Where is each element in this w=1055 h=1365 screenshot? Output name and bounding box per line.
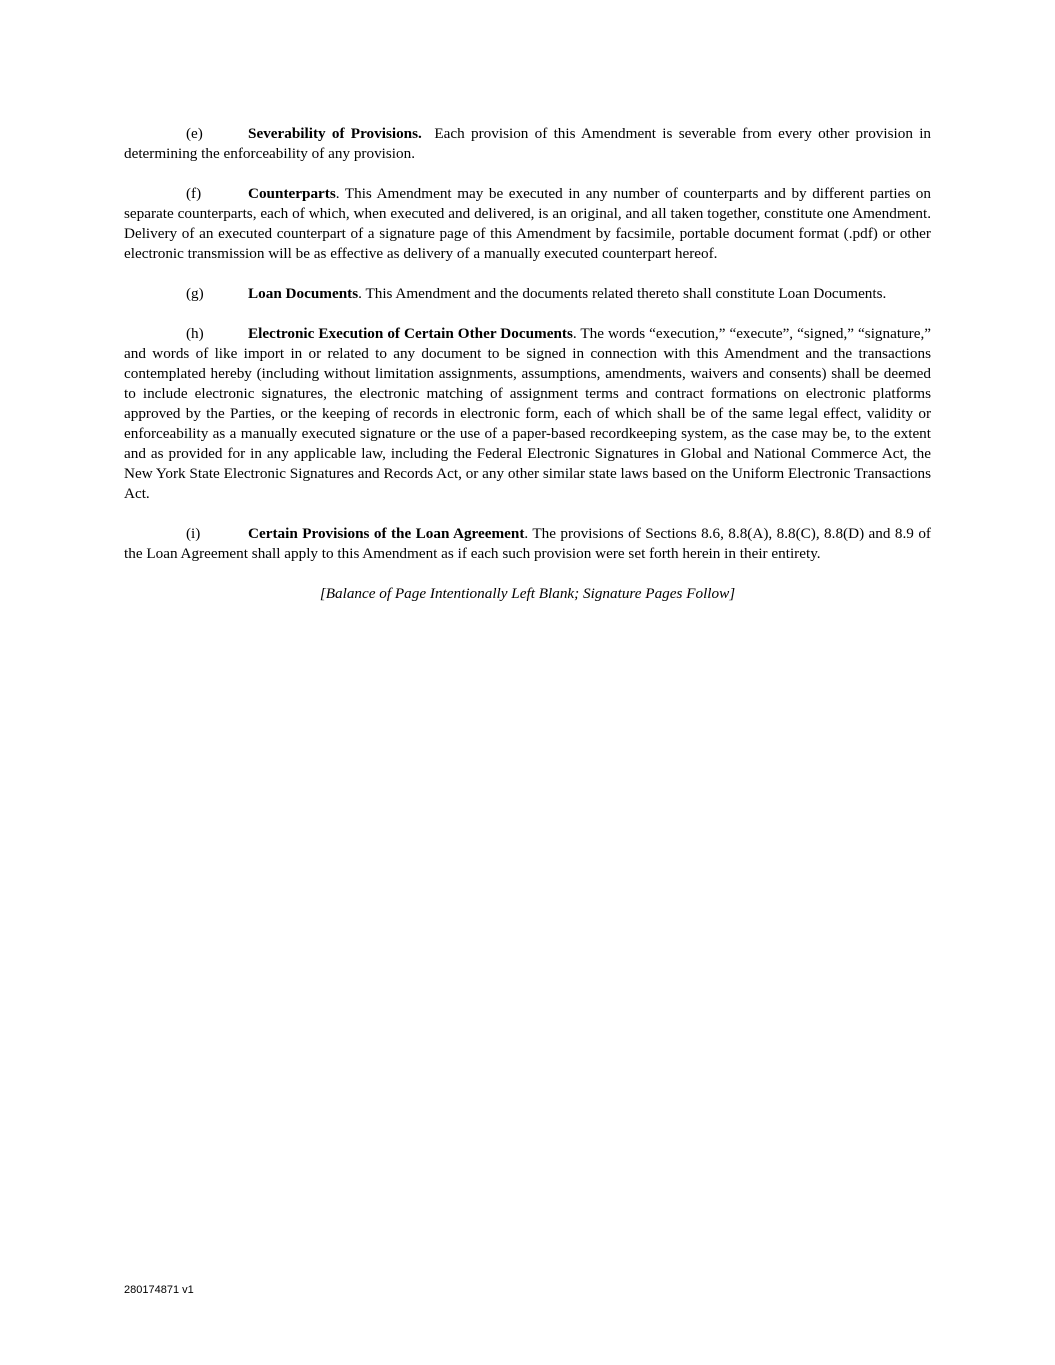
section-body: . This Amendment may be executed in any number of counterparts and by different parties on separate counterparts, each of which, when executed and delivered, is an original, and all taken together, constitute one Amendment. Delivery of an executed counterpart of a signature page of this Amendment by facsimile, portable document format (.pdf) or other electronic transmission will be as effective as delivery of a manually executed counterpart hereof.: [124, 185, 931, 262]
section-body: . This Amendment and the documents related thereto shall constitute Loan Documents.: [358, 285, 887, 302]
section-heading: Counterparts: [248, 185, 336, 202]
section-heading: Certain Provisions of the Loan Agreement: [248, 525, 525, 542]
section-marker: (h): [186, 325, 204, 342]
section-i: [124, 524, 931, 564]
document-id-footer: 280174871 v1: [124, 1284, 194, 1296]
section-body: . The words “execution,” “execute”, “signed,” “signature,” and words of like import in or related to any document to be signed in connection with this Amendment and the transactions contemplated hereby (including without limitation assignments, assumptions, amendments, waivers and consents) shall be deemed to include electronic signatures, the electronic matching of assignment terms and contract formations on electronic platforms approved by the Parties, or the keeping of records in electronic form, each of which shall be of the same legal effect, validity or enforceability as a manually executed signature or the use of a paper-based recordkeeping system, as the case may be, to the extent and as provided for in any applicable law, including the Federal Electronic Signatures in Global and National Commerce Act, the New York State Electronic Signatures and Records Act, or any other similar state laws based on the Uniform Electronic Transactions Act.: [124, 325, 931, 502]
section-heading: Severability of Provisions.: [248, 125, 422, 142]
section-body: . The provisions of Sections 8.6, 8.8(A), 8.8(C), 8.8(D) and 8.9 of the Loan Agreement shall apply to this Amendment as if each such provision were set forth herein in their entirety.: [124, 525, 931, 562]
section-marker: (i): [186, 525, 201, 542]
section-heading: Loan Documents: [248, 285, 359, 302]
section-heading: Electronic Execution of Certain Other Documents: [248, 325, 573, 342]
section-e: [124, 124, 931, 164]
section-h: [124, 324, 931, 504]
document-body: [124, 124, 931, 604]
section-marker: (f): [186, 185, 202, 202]
section-marker: (g): [186, 285, 204, 302]
closing-note: [Balance of Page Intentionally Left Blank; Signature Pages Follow]: [319, 585, 736, 602]
section-g: [124, 284, 931, 304]
section-marker: (e): [186, 125, 203, 142]
section-f: [124, 184, 931, 264]
section-body: Each provision of this Amendment is severable from every other provision in determining the enforceability of any provision.: [124, 125, 932, 162]
